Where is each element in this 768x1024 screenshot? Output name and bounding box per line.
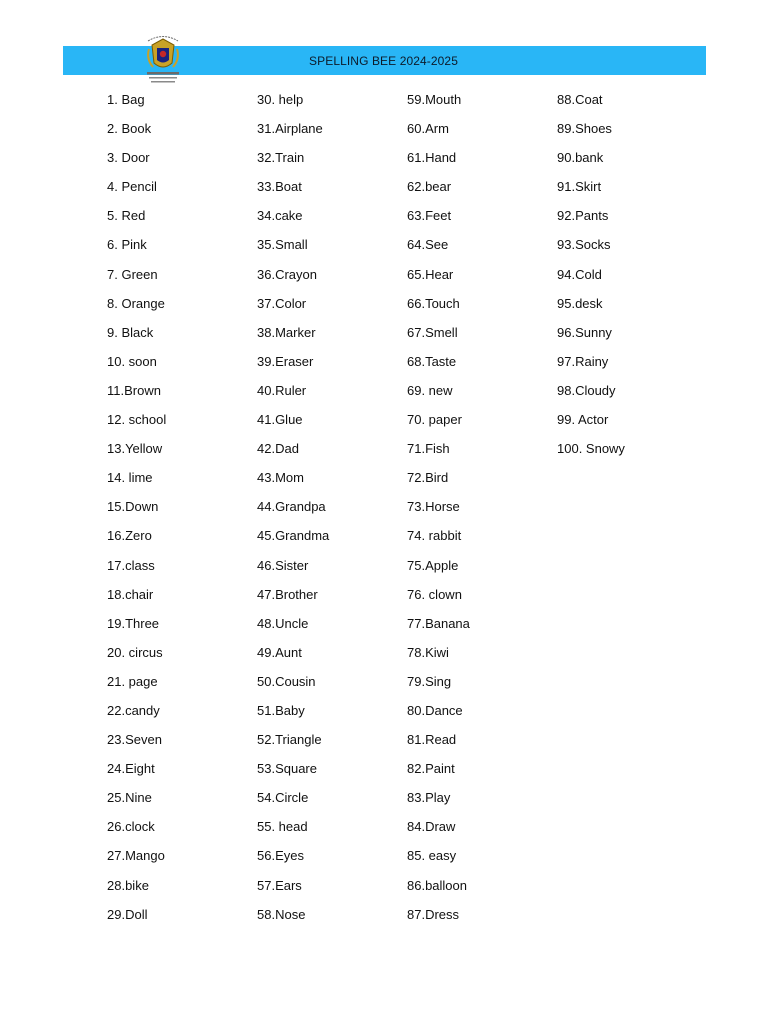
list-item: 25.Nine (107, 790, 152, 806)
word-column-2 (257, 89, 329, 933)
list-item: 95.desk (557, 295, 603, 311)
list-item: 14. lime (107, 470, 153, 486)
list-item: 65.Hear (407, 266, 454, 282)
list-item: 2. Book (107, 121, 152, 137)
list-item: 11.Brown (107, 382, 161, 398)
list-item: 28.bike (107, 877, 149, 893)
list-item: 73.Horse (407, 499, 460, 515)
list-item: 5. Red (107, 208, 146, 224)
list-item: 36.Crayon (257, 266, 317, 282)
list-item: 13.Yellow (107, 441, 163, 457)
list-item: 67.Smell (407, 324, 458, 340)
list-item: 93.Socks (557, 237, 611, 253)
word-column-1 (107, 89, 166, 933)
list-item: 62.bear (407, 179, 452, 195)
word-column-4 (557, 89, 625, 467)
list-item: 10. soon (107, 353, 157, 369)
list-item: 49.Aunt (257, 644, 302, 660)
list-item: 24.Eight (107, 761, 155, 777)
list-item: 45.Grandma (257, 528, 330, 544)
list-item: 89.Shoes (557, 121, 612, 137)
list-item: 86.balloon (407, 877, 467, 893)
list-item: 90.bank (557, 150, 604, 166)
list-item: 19.Three (107, 615, 160, 631)
page-title: SPELLING BEE 2024-2025 (309, 53, 458, 68)
school-crest-icon (142, 31, 184, 87)
list-item: 57.Ears (257, 877, 302, 893)
list-item: 40.Ruler (257, 382, 307, 398)
list-item: 6. Pink (107, 237, 147, 253)
list-item: 46.Sister (257, 557, 309, 573)
list-item: 29.Doll (107, 906, 148, 922)
list-item: 1. Bag (107, 92, 145, 107)
list-item: 26.clock (107, 819, 155, 835)
list-item: 91.Skirt (557, 179, 602, 195)
list-item: 15.Down (107, 499, 159, 515)
list-item: 17.class (107, 557, 155, 573)
list-item: 83.Play (407, 790, 451, 806)
list-item: 97.Rainy (557, 353, 609, 369)
list-item: 35.Small (257, 237, 308, 253)
list-item: 59.Mouth (407, 92, 462, 107)
list-item: 72.Bird (407, 470, 449, 486)
list-item: 38.Marker (257, 324, 316, 340)
list-item: 53.Square (257, 761, 317, 777)
list-item: 47.Brother (257, 586, 318, 602)
list-item: 39.Eraser (257, 353, 314, 369)
list-item: 70. paper (407, 412, 462, 428)
list-item: 96.Sunny (557, 324, 612, 340)
list-item: 20. circus (107, 644, 163, 660)
list-item: 85. easy (407, 848, 457, 864)
list-item: 43.Mom (257, 470, 304, 486)
list-item: 71.Fish (407, 441, 450, 457)
list-item: 31.Airplane (257, 121, 323, 137)
list-item: 33.Boat (257, 179, 302, 195)
list-item: 84.Draw (407, 819, 456, 835)
list-item: 7. Green (107, 266, 158, 282)
list-item: 66.Touch (407, 295, 460, 311)
list-item: 21. page (107, 673, 158, 689)
list-item: 81.Read (407, 732, 457, 748)
list-item: 50.Cousin (257, 673, 316, 689)
list-item: 27.Mango (107, 848, 165, 864)
list-item: 99. Actor (557, 412, 609, 428)
list-item: 92.Pants (557, 208, 609, 224)
list-item: 23.Seven (107, 732, 162, 748)
list-item: 80.Dance (407, 702, 463, 718)
list-item: 34.cake (257, 208, 303, 224)
list-item: 55. head (257, 819, 308, 835)
list-item: 30. help (257, 92, 304, 107)
list-item: 88.Coat (557, 92, 603, 107)
list-item: 42.Dad (257, 441, 299, 457)
list-item: 78.Kiwi (407, 644, 449, 660)
list-item: 63.Feet (407, 208, 452, 224)
list-item: 22.candy (107, 702, 160, 718)
list-item: 87.Dress (407, 906, 460, 922)
list-item: 51.Baby (257, 702, 305, 718)
list-item: 44.Grandpa (257, 499, 326, 515)
list-item: 16.Zero (107, 528, 152, 544)
list-item: 32.Train (257, 150, 305, 166)
list-item: 75.Apple (407, 557, 459, 573)
list-item: 68.Taste (407, 353, 457, 369)
list-item: 56.Eyes (257, 848, 304, 864)
list-item: 98.Cloudy (557, 382, 616, 398)
list-item: 94.Cold (557, 266, 602, 282)
list-item: 58.Nose (257, 906, 306, 922)
list-item: 18.chair (107, 586, 154, 602)
list-item: 41.Glue (257, 412, 303, 428)
list-item: 100. Snowy (557, 441, 625, 457)
list-item: 69. new (407, 382, 453, 398)
list-item: 61.Hand (407, 150, 457, 166)
list-item: 77.Banana (407, 615, 470, 631)
list-item: 48.Uncle (257, 615, 309, 631)
list-item: 4. Pencil (107, 179, 157, 195)
list-item: 37.Color (257, 295, 307, 311)
list-item: 79.Sing (407, 673, 452, 689)
list-item: 12. school (107, 412, 167, 428)
list-item: 64.See (407, 237, 449, 253)
list-item: 8. Orange (107, 295, 165, 311)
list-item: 52.Triangle (257, 732, 322, 748)
list-item: 54.Circle (257, 790, 309, 806)
list-item: 60.Arm (407, 121, 449, 137)
list-item: 74. rabbit (407, 528, 462, 544)
word-column-3 (407, 89, 470, 933)
list-item: 82.Paint (407, 761, 455, 777)
list-item: 76. clown (407, 586, 462, 602)
list-item: 3. Door (107, 150, 150, 166)
list-item: 9. Black (107, 324, 154, 340)
